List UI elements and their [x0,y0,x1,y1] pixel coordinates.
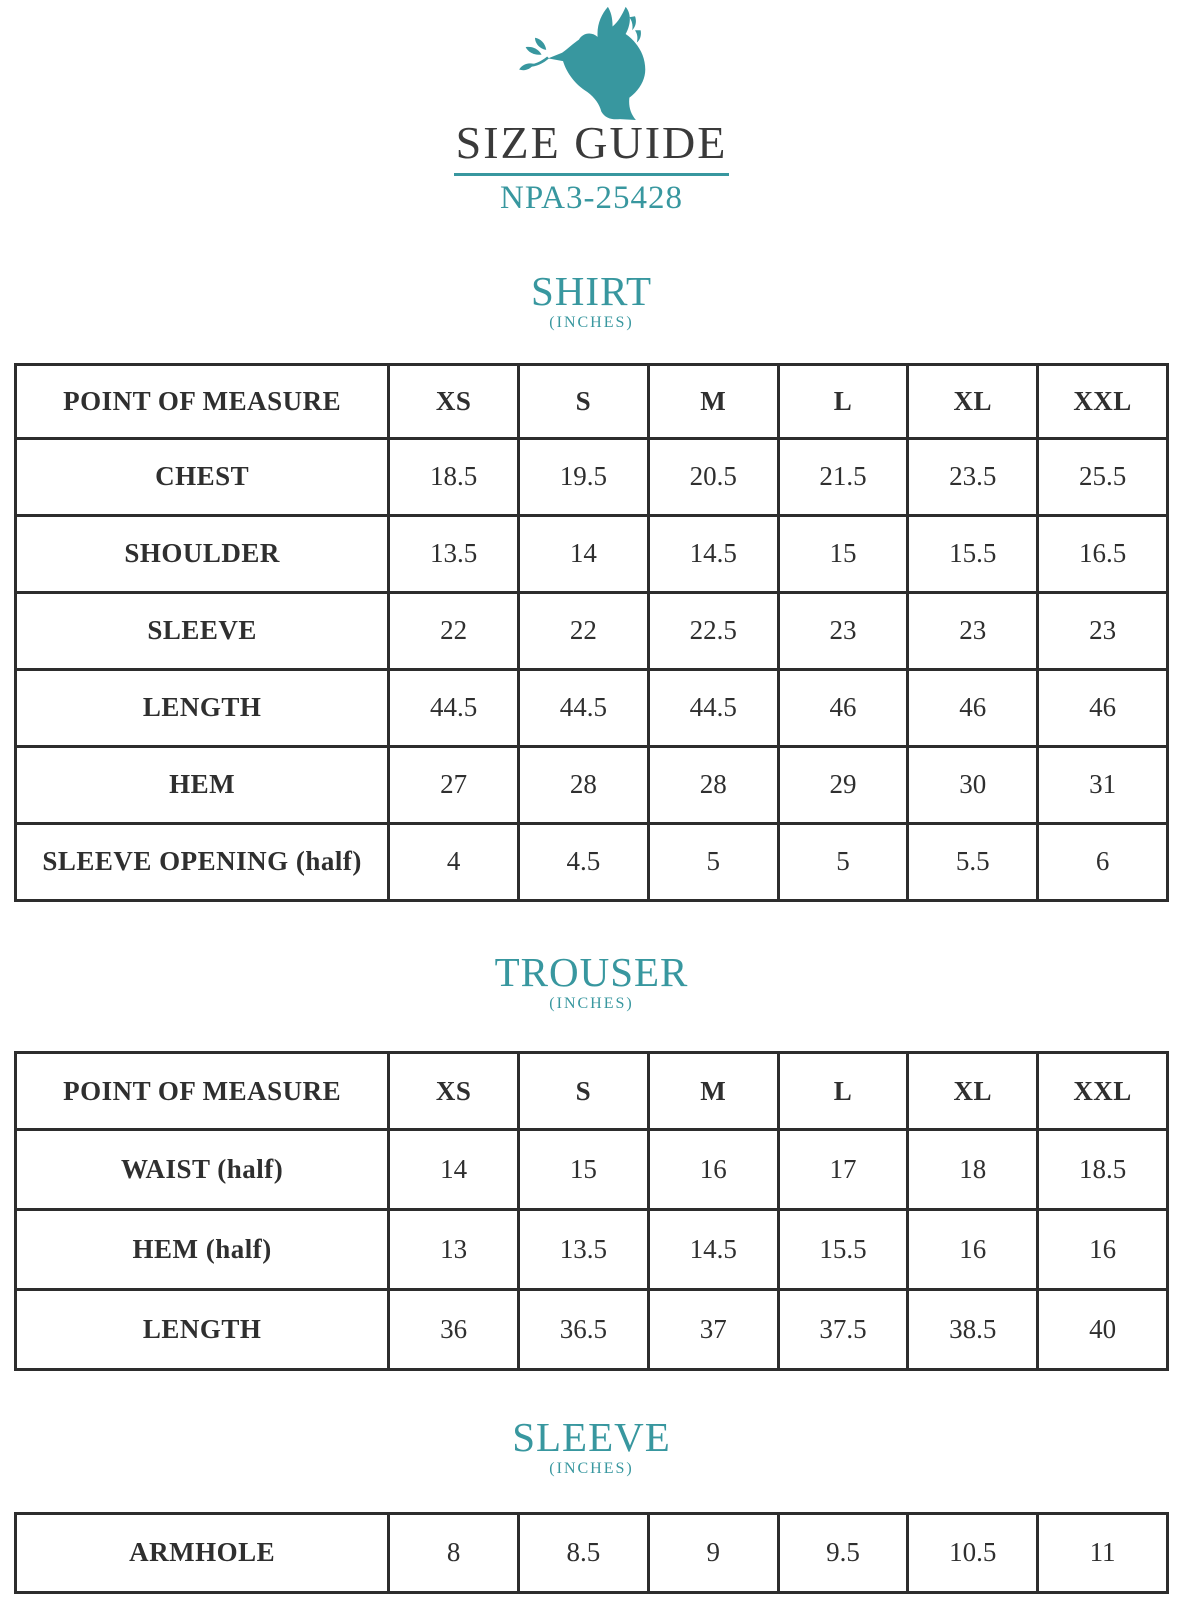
column-header-size-m: M [648,1053,778,1130]
table-row [16,823,1168,900]
section-unit-shirt: (INCHES) [549,314,634,331]
shirt-size-table [14,363,1169,902]
row-label: LENGTH [16,1290,389,1370]
column-header-point-of-measure: POINT OF MEASURE [16,364,389,438]
measurement-value: 22.5 [648,592,778,669]
measurement-value: 16 [908,1210,1038,1290]
column-header-size-l: L [778,364,908,438]
measurement-value: 5 [778,823,908,900]
measurement-value: 16.5 [1038,515,1168,592]
measurement-value: 28 [519,746,649,823]
measurement-value: 5.5 [908,823,1038,900]
column-header-size-l: L [778,1053,908,1130]
brand-header [0,6,1183,215]
column-header-size-xs: XS [389,1053,519,1130]
measurement-value: 28 [648,746,778,823]
measurement-value: 18.5 [1038,1130,1168,1210]
measurement-value: 10.5 [908,1513,1038,1592]
measurement-value: 44.5 [389,669,519,746]
dove-olive-branch-icon [517,6,667,120]
measurement-value: 14 [519,515,649,592]
measurement-value: 19.5 [519,438,649,515]
section-unit-sleeve: (INCHES) [549,1460,634,1478]
section-sleeve [0,1414,1183,1594]
measurement-value: 22 [389,592,519,669]
table-row [16,1513,1168,1592]
section-trouser [0,948,1183,1372]
row-label: WAIST (half) [16,1130,389,1210]
measurement-value: 37 [648,1290,778,1370]
column-header-size-xs: XS [389,364,519,438]
measurement-value: 20.5 [648,438,778,515]
section-unit-trouser: (INCHES) [549,994,634,1012]
measurement-value: 40 [1038,1290,1168,1370]
table-row [16,669,1168,746]
table-row [16,438,1168,515]
row-label: SLEEVE OPENING (half) [16,823,389,900]
row-label: HEM (half) [16,1210,389,1290]
table-row [16,746,1168,823]
measurement-value: 23 [778,592,908,669]
measurement-value: 17 [778,1130,908,1210]
measurement-value: 15 [778,515,908,592]
row-label: LENGTH [16,669,389,746]
measurement-value: 9 [648,1513,778,1592]
table-header-row [16,1053,1168,1130]
table-row [16,592,1168,669]
column-header-size-xxl: XXL [1038,364,1168,438]
row-label: ARMHOLE [16,1513,389,1592]
sleeve-size-table [14,1512,1169,1594]
page-title: SIZE GUIDE [455,117,728,168]
measurement-value: 31 [1038,746,1168,823]
measurement-value: 4 [389,823,519,900]
measurement-value: 37.5 [778,1290,908,1370]
row-label: SLEEVE [16,592,389,669]
measurement-value: 13 [389,1210,519,1290]
measurement-value: 15 [519,1130,649,1210]
row-label: HEM [16,746,389,823]
measurement-value: 8 [389,1513,519,1592]
measurement-value: 25.5 [1038,438,1168,515]
column-header-size-s: S [519,364,649,438]
measurement-value: 14.5 [648,515,778,592]
row-label: SHOULDER [16,515,389,592]
measurement-value: 27 [389,746,519,823]
column-header-size-xxl: XXL [1038,1053,1168,1130]
column-header-size-m: M [648,364,778,438]
column-header-size-xl: XL [908,364,1038,438]
measurement-value: 36.5 [519,1290,649,1370]
measurement-value: 9.5 [778,1513,908,1592]
measurement-value: 46 [908,669,1038,746]
section-heading-trouser: TROUSER [494,948,689,995]
column-header-size-s: S [519,1053,649,1130]
measurement-value: 30 [908,746,1038,823]
measurement-value: 15.5 [908,515,1038,592]
measurement-value: 11 [1038,1513,1168,1592]
table-header-row [16,364,1168,438]
measurement-value: 21.5 [778,438,908,515]
measurement-value: 14.5 [648,1210,778,1290]
measurement-value: 16 [648,1130,778,1210]
measurement-value: 18 [908,1130,1038,1210]
measurement-value: 23.5 [908,438,1038,515]
measurement-value: 18.5 [389,438,519,515]
trouser-size-table [14,1051,1169,1371]
table-row [16,1130,1168,1210]
table-row [16,515,1168,592]
measurement-value: 44.5 [648,669,778,746]
section-shirt [0,268,1183,902]
measurement-value: 46 [1038,669,1168,746]
product-code: NPA3-25428 [500,180,683,216]
measurement-value: 29 [778,746,908,823]
brand-title-underline [454,117,730,176]
measurement-value: 38.5 [908,1290,1038,1370]
measurement-value: 22 [519,592,649,669]
measurement-value: 23 [1038,592,1168,669]
measurement-value: 36 [389,1290,519,1370]
column-header-size-xl: XL [908,1053,1038,1130]
column-header-point-of-measure: POINT OF MEASURE [16,1053,389,1130]
measurement-value: 5 [648,823,778,900]
table-row [16,1210,1168,1290]
measurement-value: 4.5 [519,823,649,900]
measurement-value: 16 [1038,1210,1168,1290]
measurement-value: 15.5 [778,1210,908,1290]
measurement-value: 6 [1038,823,1168,900]
measurement-value: 14 [389,1130,519,1210]
measurement-value: 44.5 [519,669,649,746]
section-heading-shirt: SHIRT [531,268,652,314]
measurement-value: 8.5 [519,1513,649,1592]
measurement-value: 46 [778,669,908,746]
section-heading-sleeve: SLEEVE [512,1414,671,1461]
measurement-value: 23 [908,592,1038,669]
measurement-value: 13.5 [389,515,519,592]
measurement-value: 13.5 [519,1210,649,1290]
row-label: CHEST [16,438,389,515]
table-row [16,1290,1168,1370]
